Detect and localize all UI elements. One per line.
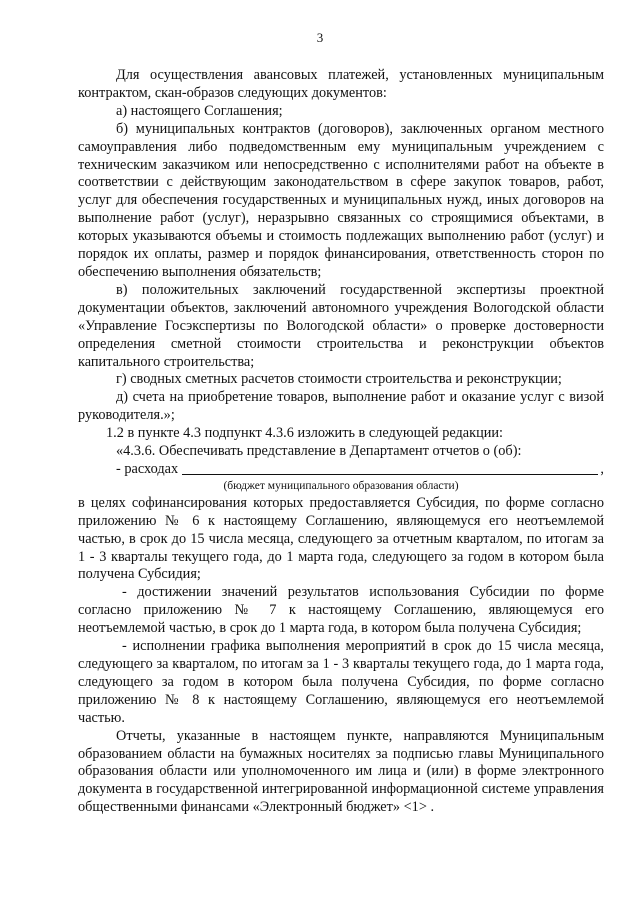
blank-line-label: - расходах bbox=[116, 460, 179, 477]
blank-fill-line bbox=[78, 461, 604, 479]
paragraph-intro: Для осуществления авансовых платежей, установленных муниципальным контрактом, скан-образов следующих документов: bbox=[78, 67, 604, 101]
paragraph-cofinancing: в целях софинансирования которых предоставляется Субсидия, по форме согласно приложению № 6 к настоящему Соглашению, являющемуся его неотъемлемой частью, в срок до 15 числа месяца, следующего за отчетным кварталом, по итогам за 1 - 3 кварталы текущего года, до 1 марта года, следующего за годом в котором была получена Субсидия; bbox=[78, 494, 604, 583]
paragraph-reports-submission: Отчеты, указанные в настоящем пункте, направляются Муниципальным образованием области на бумажных носителях за подписью главы Муниципального образования области или уполномоченного им лица и (или) в форме электронного документа в государственной интегрированной информационной системе управления общественными финансами «Электронный бюджет» <1> . bbox=[78, 727, 604, 816]
paragraph-item-a: а) настоящего Соглашения; bbox=[116, 102, 283, 119]
blank-line-trailing: , bbox=[600, 460, 604, 477]
paragraph-item-v: в) положительных заключений государственной экспертизы проектной документации объектов, заключений автономного учреждения Вологодской области «Управление Госэкспертизы по Вологодской области» о проверке достоверности определения сметной стоимости строительства и реконструкции объектов капитального строительства; bbox=[78, 281, 604, 370]
paragraph-clause-436: «4.3.6. Обеспечивать представление в Департамент отчетов о (об): bbox=[116, 443, 522, 460]
paragraph-item-d: д) счета на приобретение товаров, выполнение работ и оказание услуг с визой руководителя.»; bbox=[78, 389, 604, 424]
blank-underline bbox=[182, 474, 598, 475]
document-body bbox=[78, 67, 604, 817]
paragraph-schedule-report: - исполнении графика выполнения мероприятий в срок до 15 числа месяца, следующего за кварталом, по итогам за 1 - 3 кварталы текущего года, до 1 марта года, следующего за годом в котором была получена Субсидия, по форме согласно приложению № 8 к настоящему Соглашению, являющемуся его неотъемлемой частью. bbox=[78, 638, 604, 726]
paragraph-results-report: - достижении значений результатов использования Субсидии по форме согласно приложению № 7 к настоящему Соглашению, являющемуся его неотъемлемой частью, в срок до 1 марта года, в котором была получена Субсидия; bbox=[78, 584, 604, 637]
paragraph-item-b: б) муниципальных контрактов (договоров), заключенных органом местного самоуправления либо подведомственным ему муниципальным учреждением с техническим заказчиком или непосредственно с исполнителями работ на объекте в соответствии с действующим законодательством в сфере закупок товаров, работ, услуг для обеспечения государственных и муниципальных нужд, иных договоров на выполнение работ (услуг), неразрывно связанных со строящимися объектами, в которых указываются объемы и стоимость подлежащих выполнению работ (услуг) и порядок их оплаты, размер и порядок финансирования, ответственность сторон по обеспечению выполнения обязательств; bbox=[78, 120, 604, 280]
paragraph-amendment: 1.2 в пункте 4.3 подпункт 4.3.6 изложить в следующей редакции: bbox=[106, 425, 503, 442]
page-number: 3 bbox=[316, 30, 324, 45]
paragraph-item-g: г) сводных сметных расчетов стоимости строительства и реконструкции; bbox=[116, 371, 562, 388]
blank-line-caption: (бюджет муниципального образования области) bbox=[223, 479, 459, 492]
